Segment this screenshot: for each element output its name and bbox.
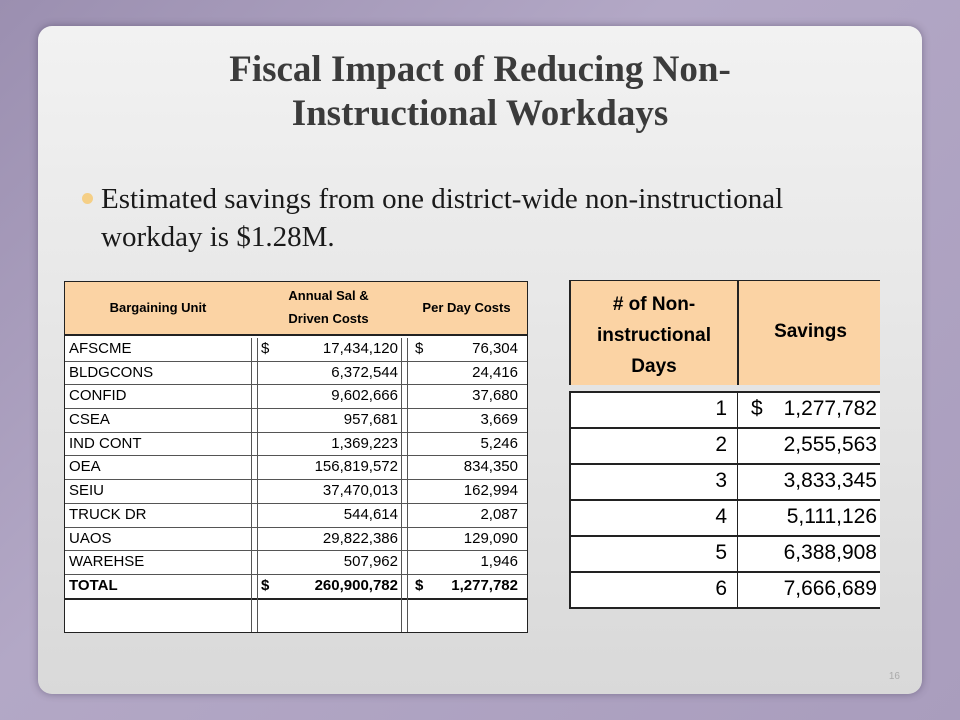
table-row (65, 504, 527, 528)
cell-annual-cost: 544,614 (343, 505, 398, 523)
column-divider (407, 338, 408, 632)
header-days-line-1: # of Non- (612, 294, 696, 315)
header-annual-line-1: Annual Sal & (288, 288, 369, 303)
cell-annual-cost: 1,369,223 (331, 434, 398, 452)
table-row (65, 456, 527, 480)
table-row (65, 528, 527, 552)
cell-annual-cost: 9,602,666 (331, 387, 398, 405)
cell-per-day-cost: 5,246 (480, 434, 518, 452)
cell-per-day-cost: 834,350 (463, 458, 518, 476)
table-row (65, 551, 527, 575)
column-divider (257, 338, 258, 632)
cell-unit: UAOS (69, 529, 112, 547)
cell-savings: 5,111,126 (786, 505, 877, 528)
table-body (65, 338, 527, 600)
cell-unit: WAREHSE (69, 553, 145, 571)
header-annual-line-2: Driven Costs (288, 311, 369, 326)
bullet-item (82, 180, 862, 256)
cell-unit: OEA (69, 458, 101, 476)
header-days (571, 289, 737, 382)
table-row (65, 362, 527, 386)
cell-savings: 3,833,345 (783, 469, 877, 492)
cell-per-day-cost: 129,090 (463, 529, 518, 547)
savings-table-body (569, 391, 880, 609)
column-divider (737, 537, 738, 571)
cell-per-day-cost: 1,277,782 (451, 576, 518, 594)
cell-annual-cost: 37,470,013 (322, 482, 398, 500)
cell-days: 6 (715, 577, 727, 600)
cell-annual-cost: 17,434,120 (322, 340, 398, 357)
savings-table (569, 280, 878, 598)
table-row (65, 480, 527, 504)
cell-unit: TOTAL (69, 576, 118, 594)
page-number: 16 (888, 671, 900, 682)
bargaining-unit-table (64, 281, 528, 633)
header-bargaining-unit: Bargaining Unit (109, 300, 207, 315)
table-row (65, 433, 527, 457)
currency-symbol: $ (261, 576, 270, 594)
cell-annual-cost: 957,681 (343, 411, 398, 429)
column-divider (737, 429, 738, 463)
cell-days: 5 (715, 541, 727, 564)
savings-row (571, 501, 880, 537)
cell-unit: TRUCK DR (69, 505, 147, 523)
column-divider (737, 465, 738, 499)
cell-savings: 6,388,908 (783, 541, 877, 564)
cell-unit: CSEA (69, 411, 110, 429)
header-savings: Savings (774, 321, 847, 342)
table-row (65, 338, 527, 362)
savings-table-header (569, 280, 880, 385)
table-row (65, 385, 527, 409)
header-days-line-2: instructional (596, 325, 711, 346)
table-row (65, 409, 527, 433)
cell-savings: 1,277,782 (783, 397, 877, 420)
cell-annual-cost: 156,819,572 (314, 458, 398, 476)
cell-unit: IND CONT (69, 434, 142, 452)
cell-annual-cost: 507,962 (343, 553, 398, 571)
header-annual-costs (251, 284, 406, 330)
column-divider (251, 338, 252, 632)
cell-per-day-cost: 2,087 (480, 505, 518, 523)
cell-unit: BLDGCONS (69, 363, 154, 381)
cell-per-day-cost: 1,946 (480, 553, 518, 571)
title-line-1: Fiscal Impact of Reducing Non- (229, 49, 731, 90)
savings-row (571, 573, 880, 609)
savings-row (571, 393, 880, 429)
cell-per-day-cost: 76,304 (472, 340, 518, 357)
header-per-day-costs: Per Day Costs (422, 300, 511, 315)
cell-days: 4 (715, 505, 727, 528)
column-divider (737, 393, 738, 427)
column-divider (401, 338, 402, 632)
savings-row (571, 429, 880, 465)
cell-savings: 7,666,689 (783, 577, 877, 600)
cell-per-day-cost: 162,994 (463, 482, 518, 500)
cell-per-day-cost: 24,416 (472, 363, 518, 381)
cell-unit: SEIU (69, 482, 105, 500)
currency-symbol: $ (751, 397, 763, 420)
bullet-text: Estimated savings from one district-wide non-instructional workday is $1.28M. (101, 183, 784, 253)
savings-row (571, 465, 880, 501)
column-divider (737, 281, 739, 385)
column-divider (737, 573, 738, 607)
title-line-2: Instructional Workdays (291, 93, 669, 134)
cell-unit: AFSCME (69, 340, 132, 357)
bullet-dot-icon (82, 193, 93, 204)
cell-per-day-cost: 3,669 (480, 411, 518, 429)
cell-days: 2 (715, 433, 727, 456)
cell-unit: CONFID (69, 387, 127, 405)
table-header (65, 282, 527, 336)
currency-symbol: $ (261, 340, 270, 357)
total-row (65, 575, 527, 600)
column-divider (737, 501, 738, 535)
cell-annual-cost: 260,900,782 (314, 576, 398, 594)
cell-savings: 2,555,563 (783, 433, 877, 456)
cell-days: 3 (715, 469, 727, 492)
currency-symbol: $ (415, 340, 424, 357)
header-days-line-3: Days (631, 356, 677, 377)
cell-days: 1 (715, 397, 727, 420)
cell-per-day-cost: 37,680 (472, 387, 518, 405)
slide-title (38, 48, 922, 136)
cell-annual-cost: 29,822,386 (322, 529, 398, 547)
currency-symbol: $ (415, 576, 424, 594)
cell-annual-cost: 6,372,544 (331, 363, 398, 381)
savings-row (571, 537, 880, 573)
